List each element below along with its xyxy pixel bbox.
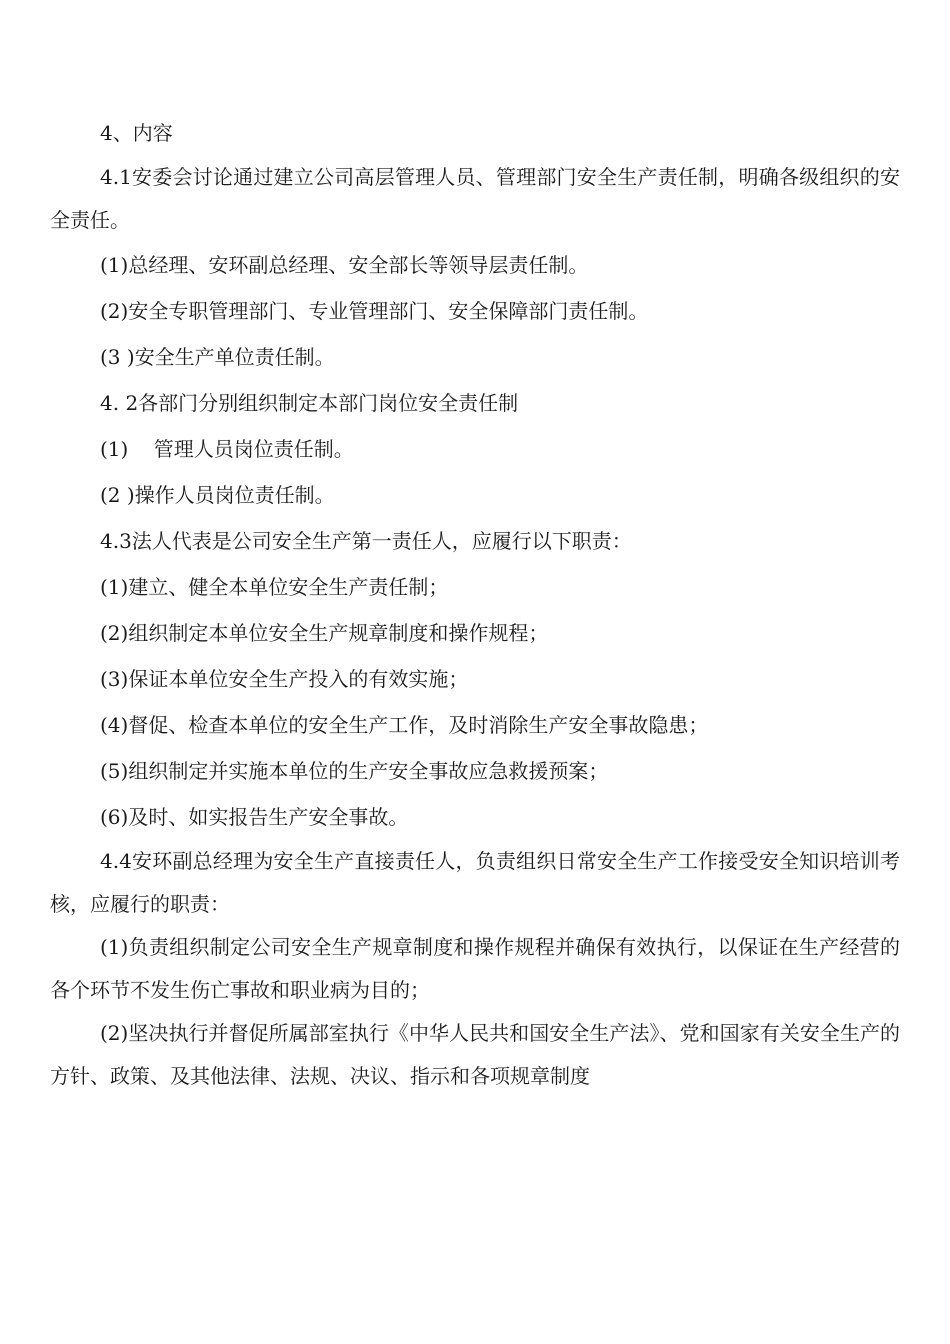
list-item: (2)安全专职管理部门、专业管理部门、安全保障部门责任制。: [100, 299, 649, 323]
document-page: [50, 110, 900, 1098]
list-item: (3)保证本单位安全生产投入的有效实施；: [100, 667, 469, 691]
list-item: (3 )安全生产单位责任制。: [100, 345, 335, 369]
clause-4-2: 4. 2各部门分别组织制定本部门岗位安全责任制: [100, 391, 519, 415]
list-item: (1)总经理、安环副总经理、安全部长等领导层责任制。: [100, 253, 589, 277]
list-item: (1)负责组织制定公司安全生产规章制度和操作规程并确保有效执行，以保证在生产经营的各个环节不发生伤亡事故和职业病为目的；: [50, 935, 900, 1002]
list-item: (5)组织制定并实施本单位的生产安全事故应急救援预案；: [100, 759, 609, 783]
list-item: (2)坚决执行并督促所属部室执行《中华人民共和国安全生产法》、党和国家有关安全生产的方针、政策、及其他法律、法规、决议、指示和各项规章制度: [50, 1021, 900, 1088]
list-item: (2 )操作人员岗位责任制。: [100, 483, 335, 507]
section-heading: 4、内容: [100, 121, 173, 145]
clause-4-4: 4.4安环副总经理为安全生产直接责任人，负责组织日常安全生产工作接受安全知识培训考核，应履行的职责：: [50, 849, 900, 916]
list-item: (1)建立、健全本单位安全生产责任制；: [100, 575, 449, 599]
clause-4-1: 4.1安委会讨论通过建立公司高层管理人员、管理部门安全生产责任制，明确各级组织的安全责任。: [50, 165, 900, 232]
list-item: (6)及时、如实报告生产安全事故。: [100, 805, 409, 829]
clause-4-3: 4.3法人代表是公司安全生产第一责任人，应履行以下职责：: [100, 529, 632, 553]
list-item: (2)组织制定本单位安全生产规章制度和操作规程；: [100, 621, 549, 645]
list-item: (1) 管理人员岗位责任制。: [100, 437, 354, 461]
list-item: (4)督促、检查本单位的安全生产工作，及时消除生产安全事故隐患；: [100, 713, 709, 737]
